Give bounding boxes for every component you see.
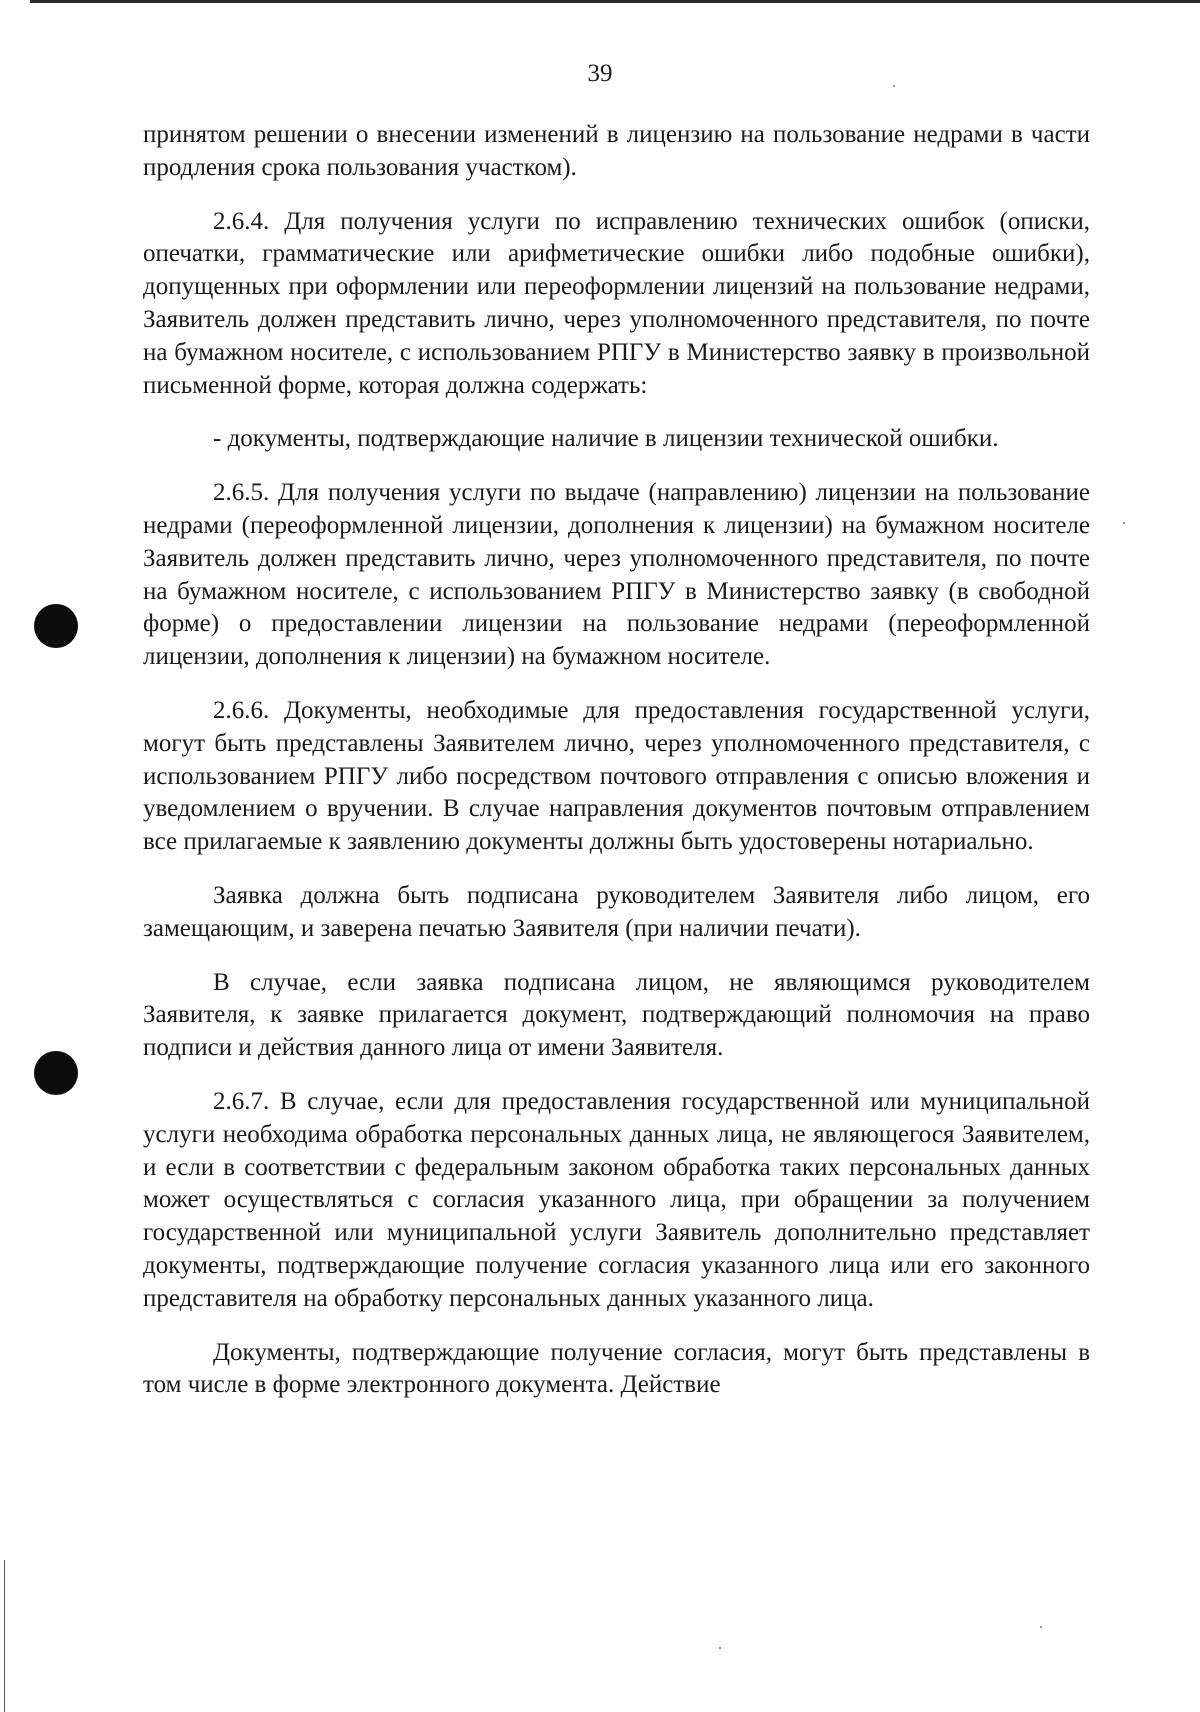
paragraph: В случае, если заявка подписана лицом, не являющимся руководителем Заявителя, к заявке прилагается документ, подтверждающий полномочия на право подписи и действия данного лица от имени Заявителя. <box>143 968 1090 1062</box>
paragraph: 2.6.6. Документы, необходимые для предоставления государственной услуги, могут быть представлены Заявителем лично, через уполномоченного представителя, с использованием РПГУ либо посредством почтового отправления с описью вложения и уведомлением о вручении. В случае направления документов почтовым отправлением все прилагаемые к заявлению документы должны быть удостоверены нотариально. <box>143 696 1090 856</box>
scan-speck <box>1040 1626 1042 1628</box>
punch-hole-lower <box>34 1051 78 1095</box>
paragraph: Заявка должна быть подписана руководителем Заявителя либо лицом, его замещающим, и заверена печатью Заявителя (при наличии печати). <box>143 881 1090 942</box>
paragraph: Документы, подтверждающие получение согласия, могут быть представлены в том числе в форме электронного документа. Действие <box>143 1338 1090 1399</box>
document-body <box>143 119 1090 1402</box>
scan-top-border <box>30 0 1200 3</box>
paragraph: 2.6.7. В случае, если для предоставления государственной или муниципальной услуги необходима обработка персональных данных лица, не являющегося Заявителем, и если в соответствии с федеральным законом обработка таких персональных данных может осуществляться с согласия указанного лица, при обращении за получением государственной или муниципальной услуги Заявитель дополнительно представляет документы, подтверждающие получение согласия указанного лица или его законного представителя на обработку персональных данных указанного лица. <box>143 1087 1090 1312</box>
punch-hole-upper <box>34 604 78 648</box>
paragraph: - документы, подтверждающие наличие в лицензии технической ошибки. <box>213 425 999 453</box>
paragraph: 2.6.4. Для получения услуги по исправлению технических ошибок (описки, опечатки, грамматические или арифметические ошибки либо подобные ошибки), допущенных при оформлении или переоформлении лицензий на пользование недрами, Заявитель должен представить лично, через уполномоченного представителя, по почте на бумажном носителе, с использованием РПГУ в Министерство заявку в произвольной письменной форме, которая должна содержать: <box>143 207 1090 399</box>
page-number: 39 <box>587 60 613 87</box>
paragraph: принятом решении о внесении изменений в лицензию на пользование недрами в части продления срока пользования участком). <box>143 121 1090 181</box>
scan-speck <box>719 1647 721 1649</box>
paragraph: 2.6.5. Для получения услуги по выдаче (направлению) лицензии на пользование недрами (переоформленной лицензии, дополнения к лицензии) на бумажном носителе Заявитель должен представить лично, через уполномоченного представителя, по почте на бумажном носителе, с использованием РПГУ в Министерство заявку (в свободной форме) о предоставлении лицензии на пользование недрами (переоформленной лицензии, дополнения к лицензии) на бумажном носителе. <box>143 479 1090 671</box>
scan-speck <box>1123 522 1125 524</box>
scan-left-edge <box>4 1560 5 1712</box>
